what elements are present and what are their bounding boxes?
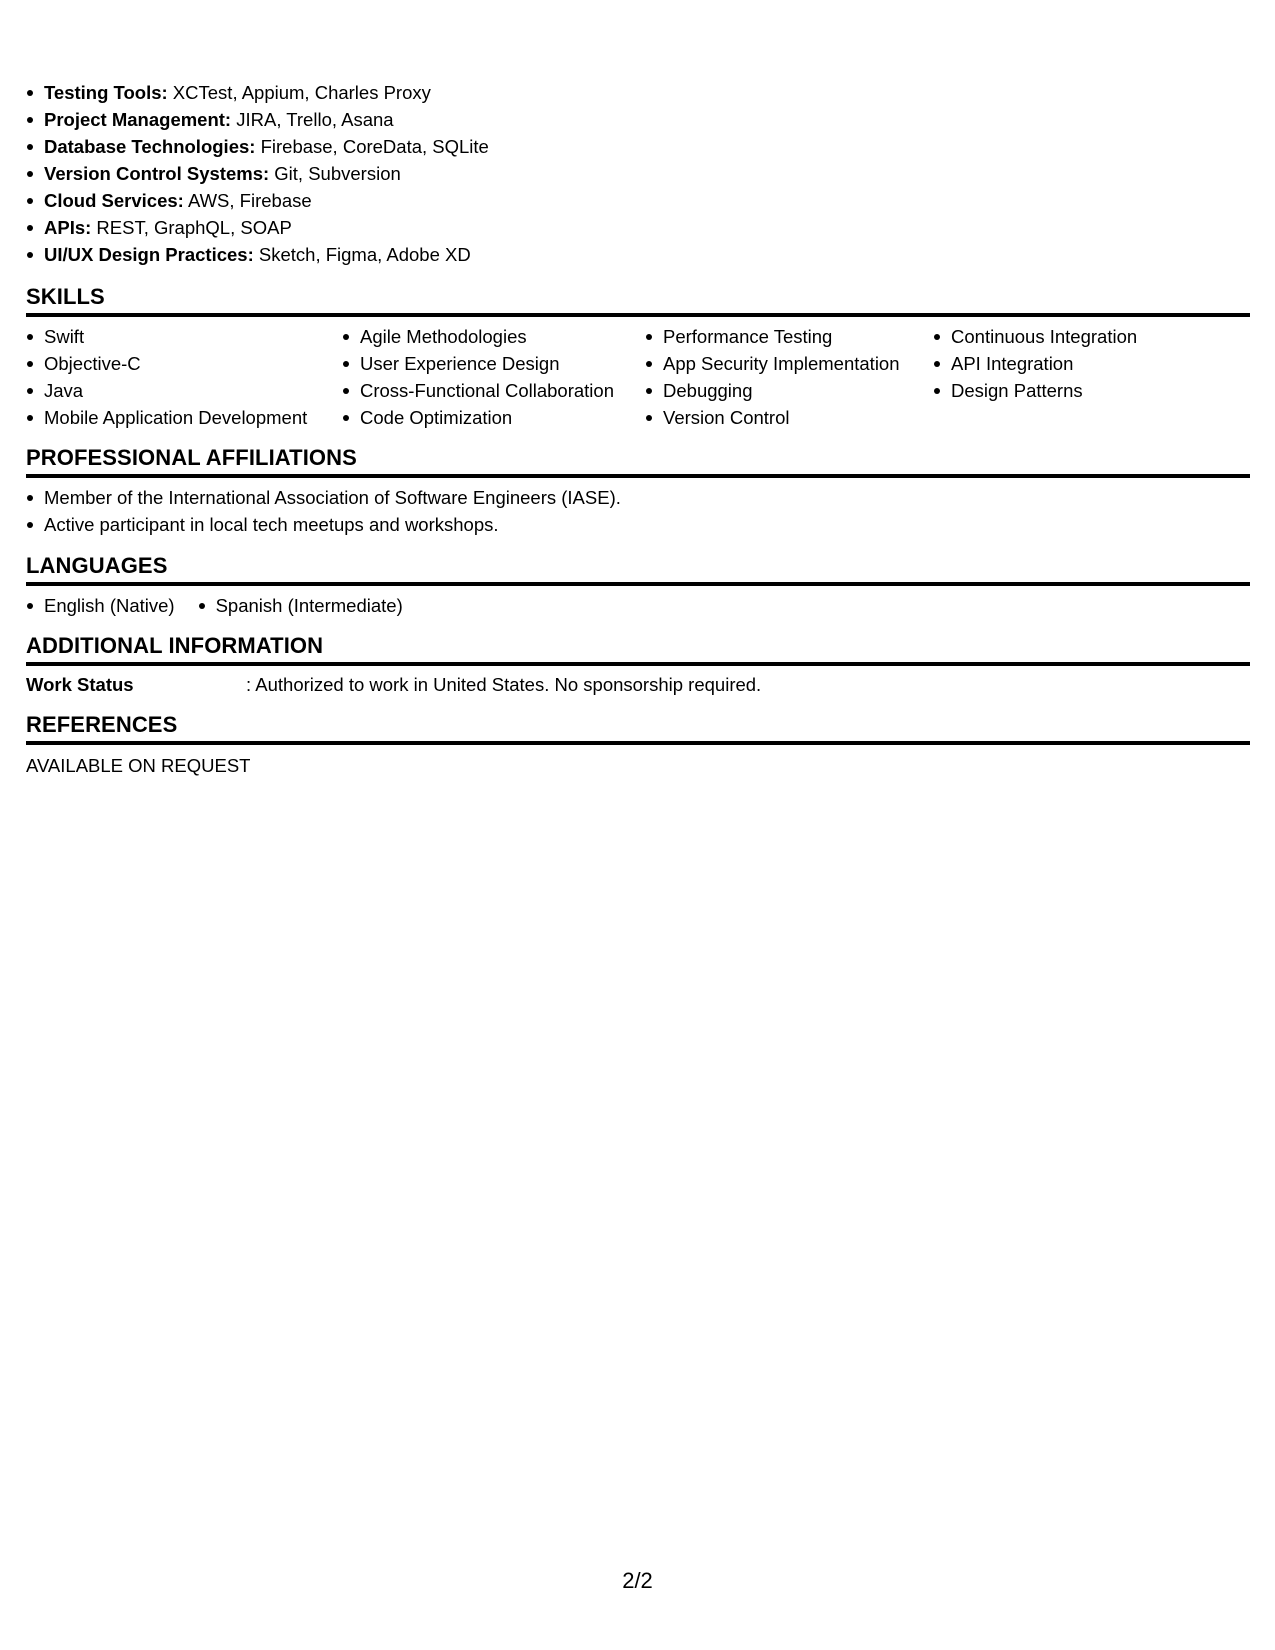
skills-column xyxy=(342,323,645,431)
section-title-skills: SKILLS xyxy=(26,284,1250,317)
tool-category: Version Control Systems: xyxy=(44,163,270,184)
language-item xyxy=(198,592,403,619)
tool-values: JIRA, Trello, Asana xyxy=(231,109,394,130)
section-title-languages: LANGUAGES xyxy=(26,553,1250,586)
skill-label: Continuous Integration xyxy=(951,326,1138,347)
affiliation-text: Active participant in local tech meetups and workshops. xyxy=(44,514,499,535)
list-item xyxy=(26,214,1250,241)
list-item xyxy=(26,106,1250,133)
bullet-icon xyxy=(343,334,349,340)
list-item xyxy=(26,241,1250,268)
affiliations-section xyxy=(26,445,1250,538)
list-item xyxy=(26,511,1250,538)
bullet-icon xyxy=(199,603,205,609)
language-label: Spanish (Intermediate) xyxy=(215,595,403,616)
bullet-icon xyxy=(646,334,652,340)
skill-item xyxy=(645,404,933,431)
list-item xyxy=(26,484,1250,511)
work-status-value: : Authorized to work in United States. No sponsorship required. xyxy=(246,674,762,695)
skill-item xyxy=(342,323,645,350)
skill-item xyxy=(933,350,1233,377)
tools-list xyxy=(26,79,1250,268)
list-item xyxy=(26,160,1250,187)
skill-label: Performance Testing xyxy=(663,326,833,347)
skill-item xyxy=(342,377,645,404)
bullet-icon xyxy=(27,171,33,177)
skill-label: Swift xyxy=(44,326,85,347)
skill-label: App Security Implementation xyxy=(663,353,900,374)
bullet-icon xyxy=(343,361,349,367)
section-title-additional: ADDITIONAL INFORMATION xyxy=(26,633,1250,666)
skill-item xyxy=(645,377,933,404)
tool-category: Testing Tools: xyxy=(44,82,168,103)
bullet-icon xyxy=(27,144,33,150)
tool-values: Git, Subversion xyxy=(269,163,401,184)
tool-category: UI/UX Design Practices: xyxy=(44,244,254,265)
references-text: AVAILABLE ON REQUEST xyxy=(26,755,251,776)
list-item xyxy=(26,133,1250,160)
bullet-icon xyxy=(934,361,940,367)
bullet-icon xyxy=(27,522,33,528)
bullet-icon xyxy=(27,361,33,367)
resume-page xyxy=(26,79,1250,779)
bullet-icon xyxy=(934,388,940,394)
skills-grid xyxy=(26,323,1250,431)
skill-item xyxy=(933,377,1233,404)
skills-column xyxy=(26,323,342,431)
skill-item xyxy=(342,350,645,377)
page-number: 2/2 xyxy=(622,1568,653,1593)
languages-section xyxy=(26,553,1250,619)
skill-label: API Integration xyxy=(951,353,1074,374)
affiliation-text: Member of the International Association of Software Engineers (IASE). xyxy=(44,487,621,508)
language-item xyxy=(26,592,175,619)
tool-values: XCTest, Appium, Charles Proxy xyxy=(167,82,431,103)
tool-values: Firebase, CoreData, SQLite xyxy=(255,136,489,157)
work-status-row xyxy=(26,671,1250,698)
skill-label: Agile Methodologies xyxy=(360,326,527,347)
skill-item xyxy=(26,323,342,350)
affiliations-list xyxy=(26,484,1250,538)
skill-label: Mobile Application Development xyxy=(44,407,308,428)
section-title-references: REFERENCES xyxy=(26,712,1250,745)
skill-item xyxy=(645,323,933,350)
bullet-icon xyxy=(27,252,33,258)
additional-info-section xyxy=(26,633,1250,698)
bullet-icon xyxy=(27,603,33,609)
skill-label: Code Optimization xyxy=(360,407,513,428)
skill-item xyxy=(26,377,342,404)
skill-label: Design Patterns xyxy=(951,380,1083,401)
bullet-icon xyxy=(27,388,33,394)
skill-item xyxy=(26,350,342,377)
skill-label: Objective-C xyxy=(44,353,141,374)
bullet-icon xyxy=(27,90,33,96)
skill-label: Java xyxy=(44,380,84,401)
skills-column xyxy=(933,323,1233,431)
references-section xyxy=(26,712,1250,779)
skill-label: Cross-Functional Collaboration xyxy=(360,380,614,401)
skill-item xyxy=(342,404,645,431)
bullet-icon xyxy=(27,334,33,340)
bullet-icon xyxy=(646,388,652,394)
skill-item xyxy=(933,323,1233,350)
skill-label: User Experience Design xyxy=(360,353,560,374)
tool-values: Sketch, Figma, Adobe XD xyxy=(253,244,471,265)
bullet-icon xyxy=(27,495,33,501)
bullet-icon xyxy=(343,388,349,394)
bullet-icon xyxy=(934,334,940,340)
bullet-icon xyxy=(27,117,33,123)
bullet-icon xyxy=(646,361,652,367)
skill-label: Debugging xyxy=(663,380,753,401)
skill-label: Version Control xyxy=(663,407,790,428)
bullet-icon xyxy=(27,198,33,204)
list-item xyxy=(26,79,1250,106)
tool-category: Database Technologies: xyxy=(44,136,256,157)
tool-category: APIs: xyxy=(44,217,92,238)
list-item xyxy=(26,187,1250,214)
work-status-label: Work Status xyxy=(26,674,134,695)
languages-list xyxy=(26,592,1250,619)
skills-section xyxy=(26,284,1250,431)
bullet-icon xyxy=(27,415,33,421)
tool-category: Cloud Services: xyxy=(44,190,184,211)
tool-values: REST, GraphQL, SOAP xyxy=(91,217,292,238)
tool-category: Project Management: xyxy=(44,109,232,130)
language-label: English (Native) xyxy=(44,595,175,616)
bullet-icon xyxy=(646,415,652,421)
bullet-icon xyxy=(27,225,33,231)
section-title-affiliations: PROFESSIONAL AFFILIATIONS xyxy=(26,445,1250,478)
skill-item xyxy=(645,350,933,377)
bullet-icon xyxy=(343,415,349,421)
skills-column xyxy=(645,323,933,431)
skill-item xyxy=(26,404,342,431)
tool-values: AWS, Firebase xyxy=(183,190,312,211)
